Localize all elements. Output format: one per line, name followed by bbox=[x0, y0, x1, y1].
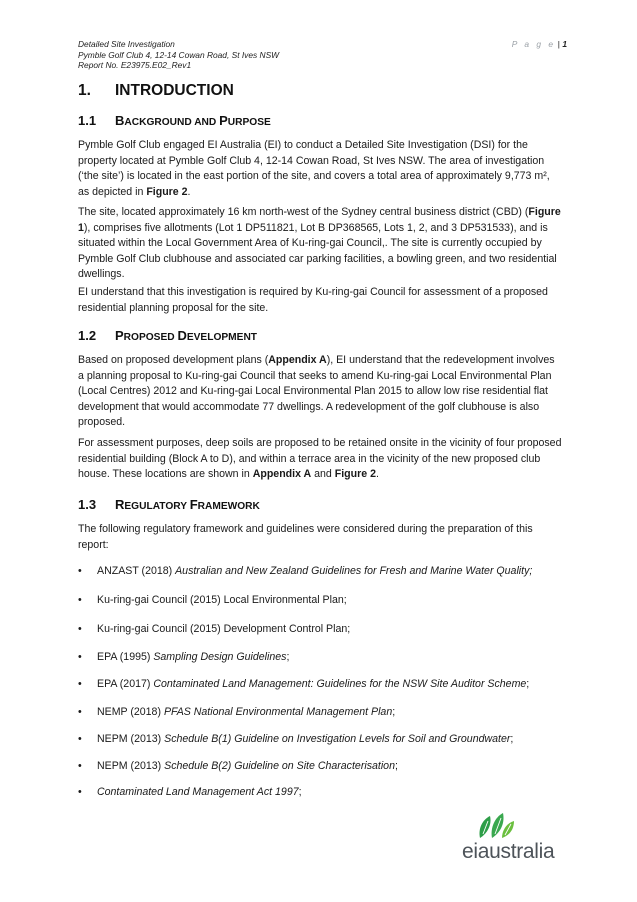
page-label: P a g e bbox=[511, 39, 556, 49]
list-item-suffix: ; bbox=[526, 678, 530, 690]
heading-small-caps: RAMEWORK bbox=[197, 501, 260, 512]
subsection-heading-background bbox=[78, 113, 271, 128]
bullet: • bbox=[78, 760, 82, 772]
list-item-title: Schedule B(2) Guideline on Site Characterisation bbox=[164, 760, 395, 772]
bullet: • bbox=[78, 733, 82, 745]
bullet: • bbox=[78, 706, 82, 718]
subsection-number: 1.1 bbox=[78, 113, 97, 128]
list-item-title: PFAS National Environmental Management Plan bbox=[163, 706, 393, 718]
bullet: • bbox=[78, 594, 82, 606]
subsection-heading-regulatory-framework bbox=[78, 497, 260, 512]
list-item-text: EPA (1995) bbox=[97, 651, 154, 663]
list-item-suffix: ; bbox=[510, 733, 514, 745]
paragraph: The following regulatory framework and guidelines were considered during the preparation of this report: bbox=[78, 523, 533, 551]
figure-reference: Figure 2 bbox=[334, 468, 376, 480]
section-title: INTRODUCTION bbox=[115, 82, 234, 99]
logo-wordmark: eiaustralia bbox=[462, 840, 555, 863]
paragraph-text: For assessment purposes, deep soils are proposed to be retained onsite in the vicinity of four proposed residential building (Block A to D), and within a terrace area in the vicinity of the new proposed club house. These locations are shown in bbox=[78, 437, 562, 480]
paragraph bbox=[78, 436, 562, 483]
paragraph-text: . bbox=[187, 185, 191, 198]
paragraph-text: . bbox=[375, 468, 379, 480]
bullet: • bbox=[78, 565, 82, 577]
heading-small-caps: EVELOPMENT bbox=[186, 332, 258, 343]
heading-small-caps: EGULATORY bbox=[124, 501, 190, 512]
bullet: • bbox=[78, 623, 82, 635]
page-separator: | bbox=[555, 39, 563, 49]
figure-reference: Figure 2 bbox=[146, 185, 188, 198]
appendix-reference: Appendix A bbox=[252, 468, 312, 480]
heading-cap: D bbox=[177, 328, 187, 343]
list-item-title: Schedule B(1) Guideline on Investigation Levels for Soil and Groundwater bbox=[164, 733, 511, 745]
bullet: • bbox=[78, 678, 82, 690]
section-number: 1. bbox=[78, 82, 91, 99]
header-title: Detailed Site Investigation bbox=[78, 39, 175, 49]
header-report-number: Report No. E23975.E02_Rev1 bbox=[78, 60, 192, 71]
company-logo bbox=[462, 810, 562, 862]
list-item-suffix: ; bbox=[394, 760, 398, 772]
paragraph bbox=[78, 205, 562, 283]
paragraph-text: ), comprises five allotments (Lot 1 DP511821, Lot B DP368565, Lots 1, 2, and 3 DP531533), and is situated within the Local Government Area of Ku-ring-gai Council,. The site is currently occupied by Pymble Golf Club clubhouse and associated car parking facilities, a bowling green, and two residential dwellings. bbox=[78, 221, 557, 280]
page-number-value: 1 bbox=[562, 39, 567, 49]
list-item-text: Ku-ring-gai Council (2015) Local Environmental Plan; bbox=[97, 594, 347, 606]
paragraph bbox=[78, 138, 562, 200]
bullet: • bbox=[78, 651, 82, 663]
paragraph: EI understand that this investigation is required by Ku-ring-gai Council for assessment of a proposed residential planning proposal for the site. bbox=[78, 286, 548, 314]
figure-reference: Figure 1 bbox=[78, 206, 561, 234]
list-item-title: Australian and New Zealand Guidelines for Fresh and Marine Water Quality; bbox=[175, 565, 533, 577]
subsection-heading-proposed-development bbox=[78, 328, 257, 343]
list-item-suffix: ; bbox=[286, 651, 290, 663]
list-item-text: Ku-ring-gai Council (2015) Development Control Plan; bbox=[97, 623, 351, 635]
paragraph-text: and bbox=[311, 468, 335, 480]
heading-cap: B bbox=[115, 113, 125, 128]
heading-small-caps: URPOSE bbox=[227, 117, 271, 128]
subsection-number: 1.2 bbox=[78, 328, 97, 343]
heading-cap: F bbox=[189, 497, 198, 512]
paragraph-text: Based on proposed development plans ( bbox=[78, 354, 269, 366]
list-item-suffix: ; bbox=[298, 786, 302, 798]
paragraph-text: The site, located approximately 16 km north-west of the Sydney central business district (CBD) ( bbox=[78, 206, 529, 218]
leaf-logo-icon bbox=[476, 810, 516, 840]
paragraph bbox=[78, 353, 562, 431]
heading-cap: P bbox=[115, 328, 124, 343]
list-item-title: Sampling Design Guidelines bbox=[153, 651, 287, 663]
list-item-title: Contaminated Land Management Act 1997 bbox=[97, 786, 299, 798]
list-item-suffix: ; bbox=[392, 706, 396, 718]
heading-small-caps: ACKGROUND AND bbox=[124, 117, 220, 128]
section-heading-introduction bbox=[78, 82, 234, 100]
list-item-text: EPA (2017) bbox=[97, 678, 154, 690]
heading-small-caps: ROPOSED bbox=[123, 332, 178, 343]
page-number bbox=[512, 39, 567, 50]
heading-cap: P bbox=[219, 113, 228, 128]
subsection-number: 1.3 bbox=[78, 497, 97, 512]
paragraph-text: ), EI understand that the redevelopment involves a planning proposal to Ku-ring-gai Council that seeks to amend Ku-ring-gai Local Environmental Plan (Local Centres) 2012 and Ku-ring-gai Local Environmental Plan 2015 to allow low rise residential flat development that would accommodate 77 dwellings. A redevelopment of the golf clubhouse is also proposed. bbox=[78, 354, 555, 428]
bullet: • bbox=[78, 786, 82, 798]
appendix-reference: Appendix A bbox=[268, 354, 327, 366]
list-item-text: ANZAST (2018) bbox=[97, 565, 176, 577]
paragraph-text: Pymble Golf Club engaged EI Australia (EI) to conduct a Detailed Site Investigation (DSI) for the property located at Pymble Golf Club 4, 12-14 Cowan Road, St Ives NSW. The area of investigation (‘the site’) is located in the east portion of the site, and covers a total area of approximately 9,773 m², as depicted in bbox=[78, 139, 550, 198]
running-header bbox=[78, 39, 279, 71]
list-item-title: Contaminated Land Management: Guidelines for the NSW Site Auditor Scheme bbox=[153, 678, 527, 690]
header-address: Pymble Golf Club 4, 12-14 Cowan Road, St Ives NSW bbox=[78, 49, 280, 60]
list-item-text: NEMP (2018) bbox=[97, 706, 164, 718]
list-item-text: NEPM (2013) bbox=[97, 733, 165, 745]
heading-cap: R bbox=[115, 497, 125, 512]
list-item-text: NEPM (2013) bbox=[97, 760, 165, 772]
